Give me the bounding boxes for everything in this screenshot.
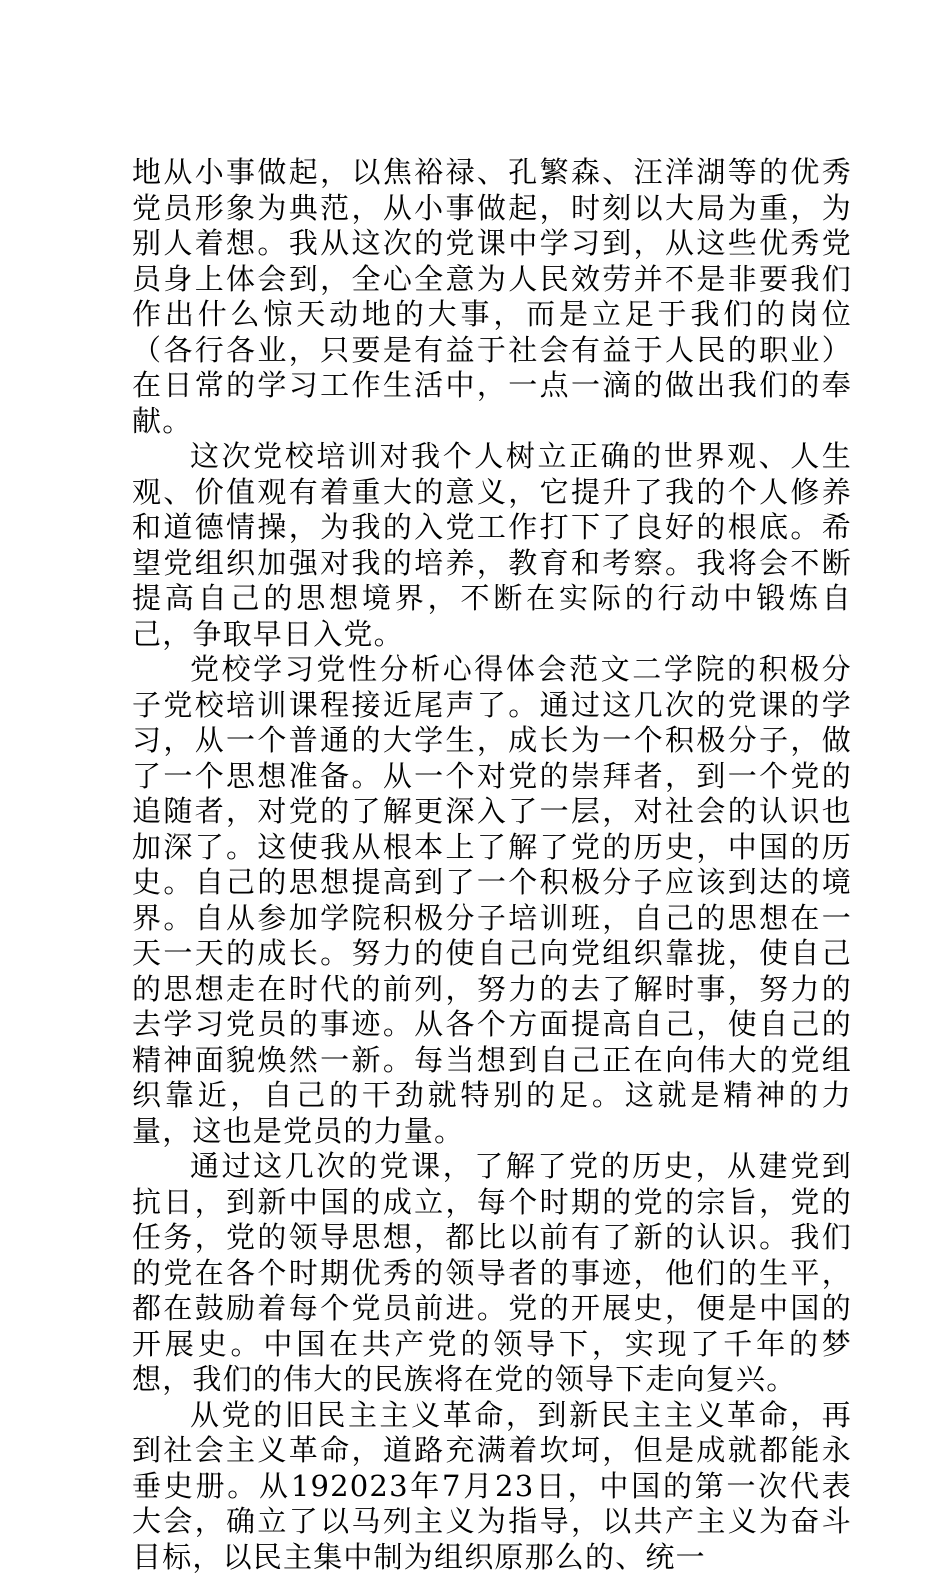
paragraph-3: 党校学习党性分析心得体会范文二学院的积极分子党校培训课程接近尾声了。通过这几次的党课的学习，从一个普通的大学生，成长为一个积极分子，做了一个思想准备。从一个对党的崇拜者，到一个党的追随者，对党的了解更深入了一层，对社会的认识也加深了。这使我从根本上了解了党的历史，中国的历史。自己的思想提高到了一个积极分子应该到达的境界。自从参加学院积极分子培训班，自己的思想在一天一天的成长。努力的使自己向党组织靠拢，使自己的思想走在时代的前列，努力的去了解时事，努力的去学习党员的事迹。从各个方面提高自己，使自己的精神面貌焕然一新。每当想到自己正在向伟大的党组织靠近，自己的干劲就特别的足。这就是精神的力量，这也是党员的力量。 — [132, 652, 852, 1149]
paragraph-1: 地从小事做起，以焦裕禄、孔繁森、汪洋湖等的优秀党员形象为典范，从小事做起，时刻以大局为重，为别人着想。我从这次的党课中学习到，从这些优秀党员身上体会到，全心全意为人民效劳并不是非要我们作出什么惊天动地的大事，而是立足于我们的岗位（各行各业，只要是有益于社会有益于人民的职业）在日常的学习工作生活中，一点一滴的做出我们的奉献。 — [132, 155, 852, 439]
document-body — [132, 155, 852, 1575]
paragraph-4: 通过这几次的党课，了解了党的历史，从建党到抗日，到新中国的成立，每个时期的党的宗旨，党的任务，党的领导思想，都比以前有了新的认识。我们的党在各个时期优秀的领导者的事迹，他们的生平，都在鼓励着每个党员前进。党的开展史，便是中国的开展史。中国在共产党的领导下，实现了千年的梦想，我们的伟大的民族将在党的领导下走向复兴。 — [132, 1149, 852, 1398]
paragraph-5: 从党的旧民主主义革命，到新民主主义革命，再到社会主义革命，道路充满着坎坷，但是成就都能永垂史册。从192023年7月23日，中国的第一次代表大会，确立了以马列主义为指导，以共产主义为奋斗目标，以民主集中制为组织原那么的、统一 — [132, 1398, 852, 1575]
paragraph-2: 这次党校培训对我个人树立正确的世界观、人生观、价值观有着重大的意义，它提升了我的个人修养和道德情操，为我的入党工作打下了良好的根底。希望党组织加强对我的培养，教育和考察。我将会不断提高自己的思想境界，不断在实际的行动中锻炼自己，争取早日入党。 — [132, 439, 852, 652]
